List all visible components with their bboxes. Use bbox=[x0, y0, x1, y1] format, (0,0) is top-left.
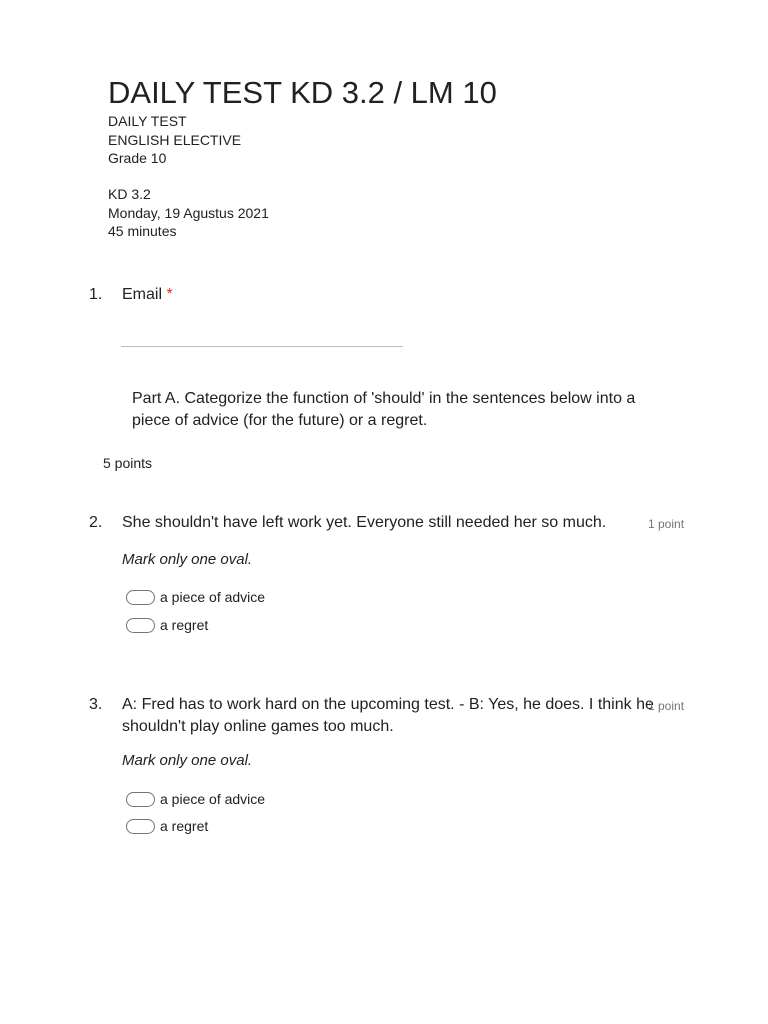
option-label: a regret bbox=[160, 818, 209, 834]
email-field[interactable] bbox=[121, 346, 403, 347]
section-description: Part A. Categorize the function of 'should' in the sentences below into a piece of advice (for the future) or a regret. bbox=[132, 390, 636, 429]
question-instruction: Mark only one oval. bbox=[122, 551, 253, 568]
oval-radio[interactable] bbox=[126, 819, 155, 834]
option-label: a regret bbox=[160, 617, 209, 633]
question-text: A: Fred has to work hard on the upcoming test. - B: Yes, he does. I think he bbox=[122, 696, 654, 713]
oval-radio[interactable] bbox=[126, 590, 155, 605]
option-label: a piece of advice bbox=[160, 589, 266, 605]
description-line: DAILY TEST bbox=[108, 113, 187, 129]
question-text: She shouldn't have left work yet. Everyone still needed her so much. bbox=[122, 514, 607, 531]
radio-option-regret[interactable] bbox=[126, 616, 208, 634]
question-text: Email bbox=[122, 286, 163, 303]
form-description bbox=[108, 112, 269, 241]
radio-option-advice[interactable] bbox=[126, 790, 265, 808]
section-points: 5 points bbox=[103, 455, 153, 471]
description-line: ENGLISH ELECTIVE bbox=[108, 131, 242, 148]
question-number: 3. bbox=[89, 696, 103, 713]
oval-radio[interactable] bbox=[126, 792, 155, 807]
question-instruction: Mark only one oval. bbox=[122, 752, 253, 769]
radio-option-regret[interactable] bbox=[126, 817, 208, 835]
option-label: a piece of advice bbox=[160, 791, 266, 807]
question-points: 1 point bbox=[648, 699, 685, 713]
description-line: KD 3.2 bbox=[108, 186, 151, 202]
question-points: 1 point bbox=[648, 517, 685, 531]
question-text: shouldn't play online games too much. bbox=[122, 718, 394, 735]
oval-radio[interactable] bbox=[126, 618, 155, 633]
required-asterisk: * bbox=[166, 286, 173, 303]
question-number: 2. bbox=[89, 514, 103, 531]
question-number: 1. bbox=[89, 286, 103, 303]
description-line: 45 minutes bbox=[108, 223, 177, 239]
description-line: Monday, 19 Agustus 2021 bbox=[108, 204, 269, 221]
radio-option-advice[interactable] bbox=[126, 588, 265, 606]
question-email-label bbox=[122, 284, 173, 306]
description-line: Grade 10 bbox=[108, 150, 167, 166]
form-title: DAILY TEST KD 3.2 / LM 10 bbox=[108, 75, 497, 110]
